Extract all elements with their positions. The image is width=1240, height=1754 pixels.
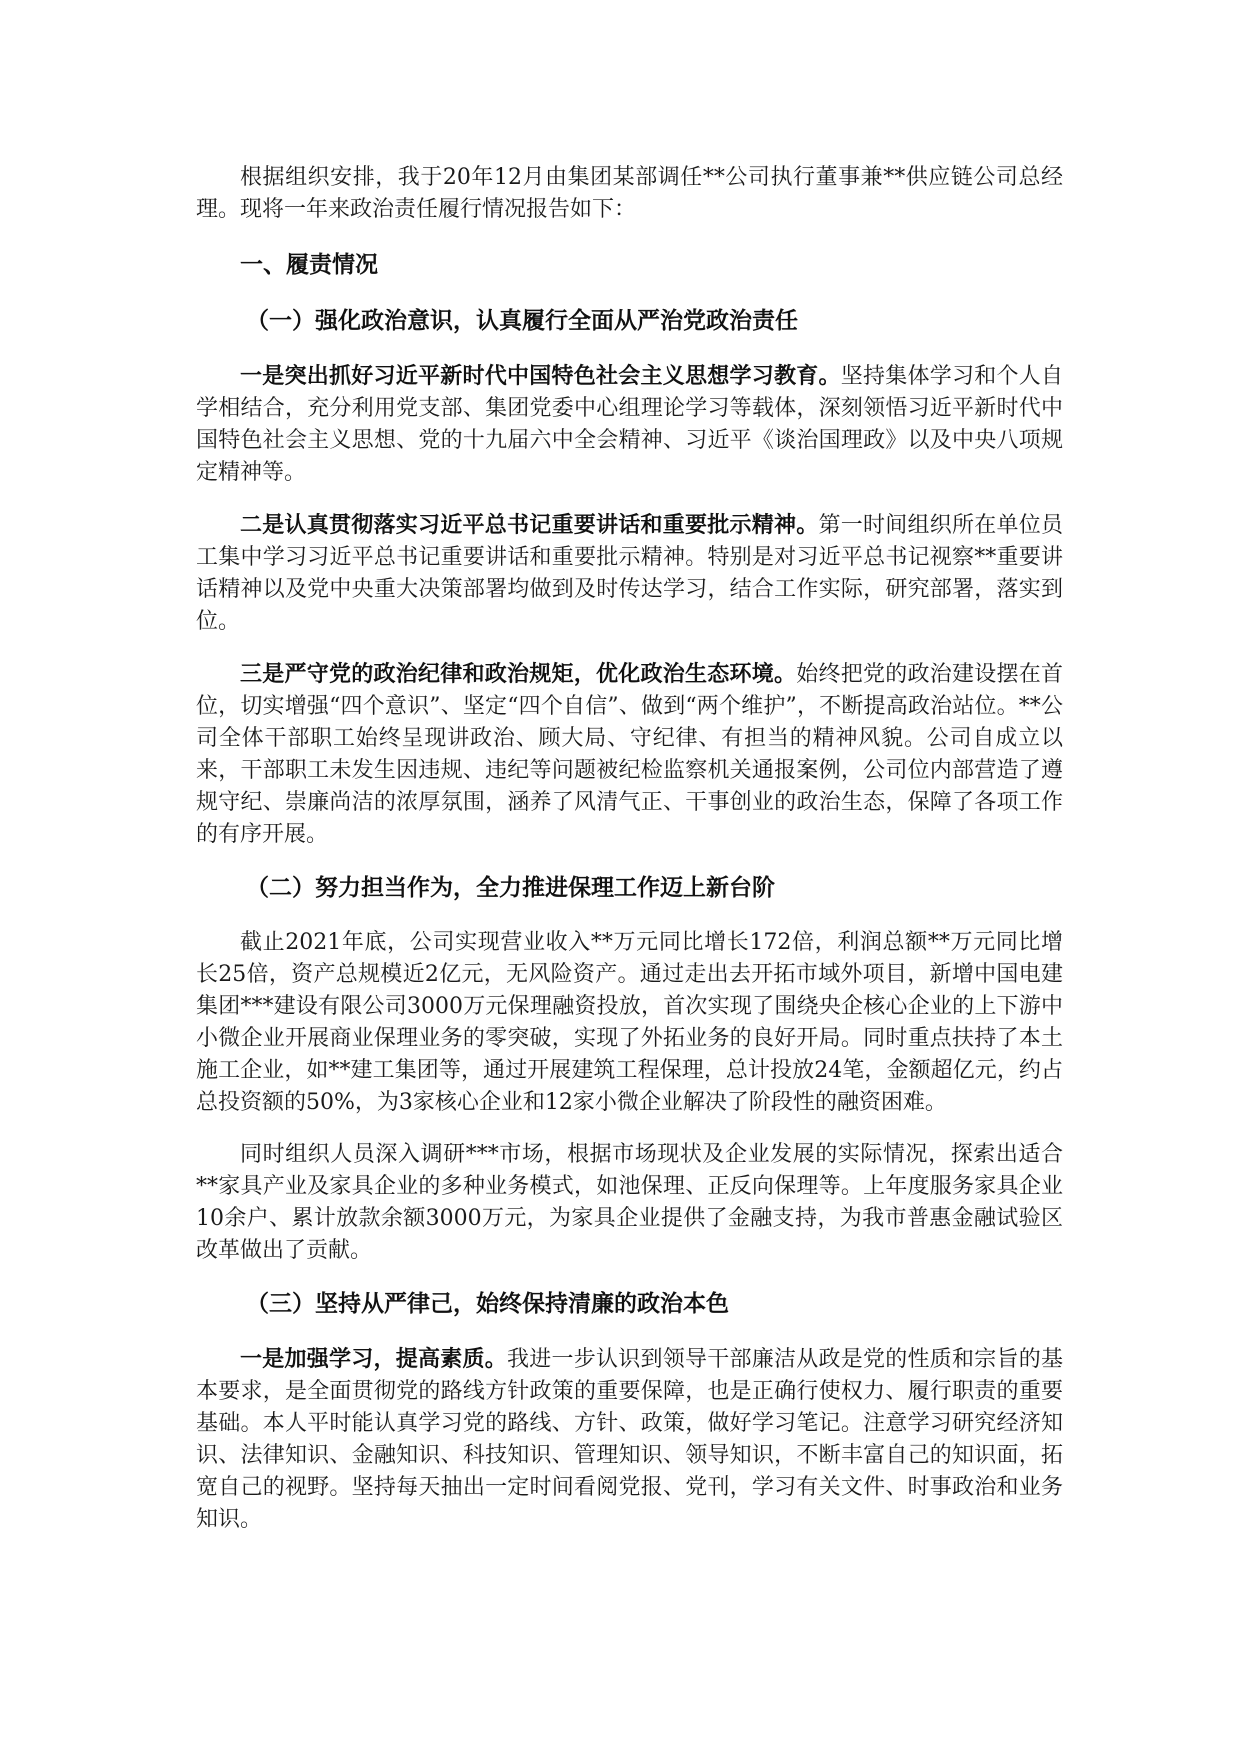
paragraph-5: 同时组织人员深入调研***市场，根据市场现状及企业发展的实际情况，探索出适合**家具产业及家具企业的多种业务模式，如池保理、正反向保理等。上年度服务家具企业10余户、累计放款余额3000万元，为家具企业提供了金融支持，为我市普惠金融试验区改革做出了贡献。 xyxy=(196,1142,1063,1263)
paragraph-4: 截止2021年底，公司实现营业收入**万元同比增长172倍，利润总额**万元同比增长25倍，资产总规模近2亿元，无风险资产。通过走出去开拓市域外项目，新增中国电建集团***建设有限公司3000万元保理融资投放，首次实现了围绕央企核心企业的上下游中小微企业开展商业保理业务的零突破，实现了外拓业务的良好开局。同时重点扶持了本土施工企业，如**建工集团等，通过开展建筑工程保理，总计投放24笔，金额超亿元，约占总投资额的50%，为3家核心企业和12家小微企业解决了阶段性的融资困难。 xyxy=(196,930,1063,1115)
paragraph-1-body: 坚持集体学习和个人自学相结合，充分利用党支部、集团党委中心组理论学习等载体，深刻领悟习近平新时代中国特色社会主义思想、党的十九届六中全会精神、习近平《谈治国理政》以及中央八项规定精神等。 xyxy=(196,364,1063,485)
paragraph-6 xyxy=(196,1343,1063,1536)
paragraph-2-body: 第一时间组织所在单位员工集中学习习近平总书记重要讲话和重要批示精神。特别是对习近平总书记视察**重要讲话精神以及党中央重大决策部署均做到及时传达学习，结合工作实际，研究部署，落实到位。 xyxy=(196,513,1063,634)
section-title: 一、履责情况 xyxy=(240,251,378,278)
subsection-title-3: （三）坚持从严律己，始终保持清廉的政治本色 xyxy=(246,1290,729,1317)
subsection-title-2: （二）努力担当作为，全力推进保理工作迈上新台阶 xyxy=(246,874,775,901)
intro-paragraph: 根据组织安排，我于20年12月由集团某部调任**公司执行董事兼**供应链公司总经理。现将一年来政治责任履行情况报告如下： xyxy=(196,165,1063,222)
paragraph-3 xyxy=(196,658,1063,851)
paragraph-6-body: 我进一步认识到领导干部廉洁从政是党的性质和宗旨的基本要求，是全面贯彻党的路线方针政策的重要保障，也是正确行使权力、履行职责的重要基础。本人平时能认真学习党的路线、方针、政策，做好学习笔记。注意学习研究经济知识、法律知识、金融知识、科技知识、管理知识、领导知识，不断丰富自己的知识面，拓宽自己的视野。坚持每天抽出一定时间看阅党报、党刊，学习有关文件、时事政治和业务知识。 xyxy=(196,1347,1063,1532)
paragraph-6-lead: 一是加强学习，提高素质。 xyxy=(240,1346,507,1372)
paragraph-1-lead: 一是突出抓好习近平新时代中国特色社会主义思想学习教育。 xyxy=(240,363,841,389)
paragraph-1 xyxy=(196,360,1063,489)
paragraph-3-body: 始终把党的政治建设摆在首位，切实增强“四个意识”、坚定“四个自信”、做到“两个维护”，不断提高政治站位。**公司全体干部职工始终呈现讲政治、顾大局、守纪律、有担当的精神风貌。公司自成立以来，干部职工未发生因违规、违纪等问题被纪检监察机关通报案例，公司位内部营造了遵规守纪、崇廉尚洁的浓厚氛围，涵养了风清气正、干事创业的政治生态，保障了各项工作的有序开展。 xyxy=(196,662,1063,847)
paragraph-2-lead: 二是认真贯彻落实习近平总书记重要讲话和重要批示精神。 xyxy=(240,512,819,538)
paragraph-2 xyxy=(196,509,1063,638)
paragraph-3-lead: 三是严守党的政治纪律和政治规矩，优化政治生态环境。 xyxy=(240,661,797,687)
subsection-title-1: （一）强化政治意识，认真履行全面从严治党政治责任 xyxy=(246,307,798,334)
